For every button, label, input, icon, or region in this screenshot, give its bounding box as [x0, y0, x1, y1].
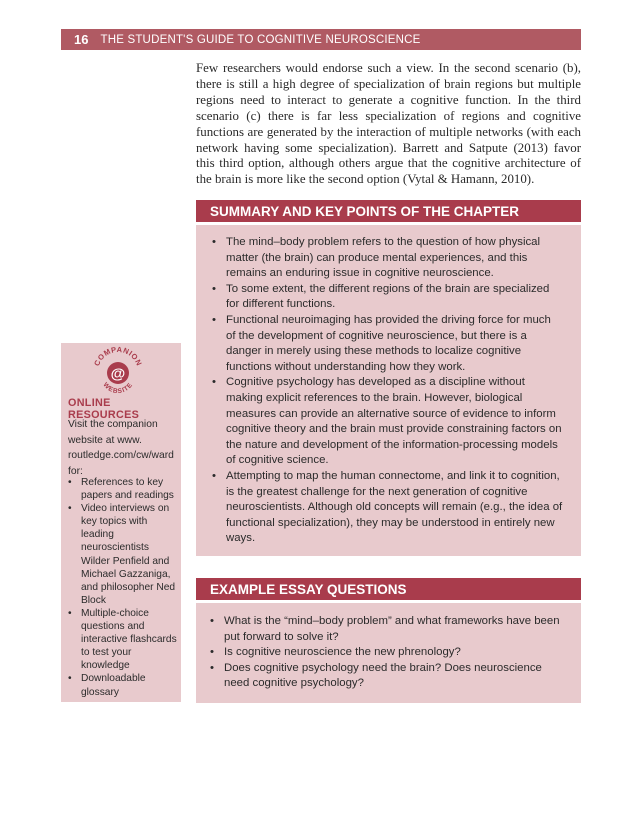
logo-top-text: COMPANION	[92, 346, 144, 368]
running-title: THE STUDENT'S GUIDE TO COGNITIVE NEUROSCIENCE	[100, 33, 421, 46]
summary-item: • Cognitive psychology has developed as a discipline without making explicit references to the brain. However, biological measures can provide an alternative source of evidence to inform cognitive theory and the brain must provide constraining factors on the nature and development of the information-processing models of cognitive science.	[212, 376, 562, 467]
bullet-icon: •	[210, 661, 214, 674]
running-header	[61, 29, 581, 50]
resources-list	[68, 476, 180, 699]
resource-item: • References to key papers and readings	[68, 477, 174, 502]
essay-question: • Is cognitive neuroscience the new phrenology?	[210, 645, 563, 661]
resource-item: • Video interviews on key topics with leading neuroscientists Wilder Penfield and Michael Gazzaniga, and philosopher Ned Block	[68, 503, 176, 606]
logo-at-symbol: @	[110, 365, 126, 383]
page-number: 16	[74, 32, 89, 47]
intro-paragraph: Few researchers would endorse such a view. In the second scenario (b), there is still a high degree of specialization of brain regions but multiple regions need to interact to generate a cognitive function. In the third scenario (c) there is far less specialization of regions and cognitive functions are generated by the interaction of multiple networks (with each network having some specialization). Barrett and Satpute (2013) favor this third option, although others argue that the cognitive architecture of the brain is more like the second option (Vytal & Hamann, 2010).	[196, 61, 581, 187]
online-resources-title: ONLINE RESOURCES	[68, 397, 140, 421]
resource-item: • Multiple-choice questions and interactive flashcards to test your knowledge	[68, 607, 177, 672]
visit-text: Visit the companion website at www. routledge.com/cw/ward for:	[68, 419, 174, 477]
companion-website-icon	[88, 346, 148, 394]
summary-heading: SUMMARY AND KEY POINTS OF THE CHAPTER	[196, 200, 581, 222]
essay-heading: EXAMPLE ESSAY QUESTIONS	[196, 578, 581, 600]
summary-item: • To some extent, the different regions of the brain are specialized for different functions.	[212, 282, 550, 311]
bullet-icon: •	[68, 503, 72, 515]
summary-item: • Functional neuroimaging has provided the driving force for much of the development of cognitive neuroscience, but there is a danger in merely using these methods to localize cognitive functions without understanding how they work.	[212, 313, 551, 373]
bullet-icon: •	[212, 236, 216, 248]
essay-question: • What is the “mind–body problem” and what frameworks have been put forward to solve it?	[210, 615, 560, 643]
essay-list	[210, 614, 563, 692]
essay-panel	[196, 603, 581, 703]
bullet-icon: •	[212, 282, 216, 295]
bullet-icon: •	[212, 376, 216, 389]
online-resources-sidebar	[61, 343, 181, 702]
logo-bottom-text: WEBSITE	[101, 381, 135, 394]
essay-question: • Does cognitive psychology need the brain? Does neuroscience need cognitive psychology?	[210, 661, 542, 690]
summary-panel	[196, 225, 581, 556]
bullet-icon: •	[68, 607, 72, 619]
summary-list	[210, 235, 563, 547]
bullet-icon: •	[212, 469, 216, 482]
summary-item: • The mind–body problem refers to the question of how physical matter (the brain) can produce mental experiences, and this remains an enduring issue in cognitive neuroscience.	[212, 236, 541, 280]
bullet-icon: •	[68, 673, 72, 685]
resource-item: • Downloadable glossary	[68, 673, 146, 698]
bullet-icon: •	[210, 646, 214, 659]
bullet-icon: •	[68, 477, 72, 488]
summary-item: • Attempting to map the human connectome, and link it to cognition, is the greatest challenge for the next generation of cognitive neuroscientists. Although old concepts will remain (e.g., the idea of functional specialization), they may be understood in entirely new ways.	[212, 469, 563, 545]
bullet-icon: •	[210, 615, 214, 627]
bullet-icon: •	[212, 313, 216, 326]
